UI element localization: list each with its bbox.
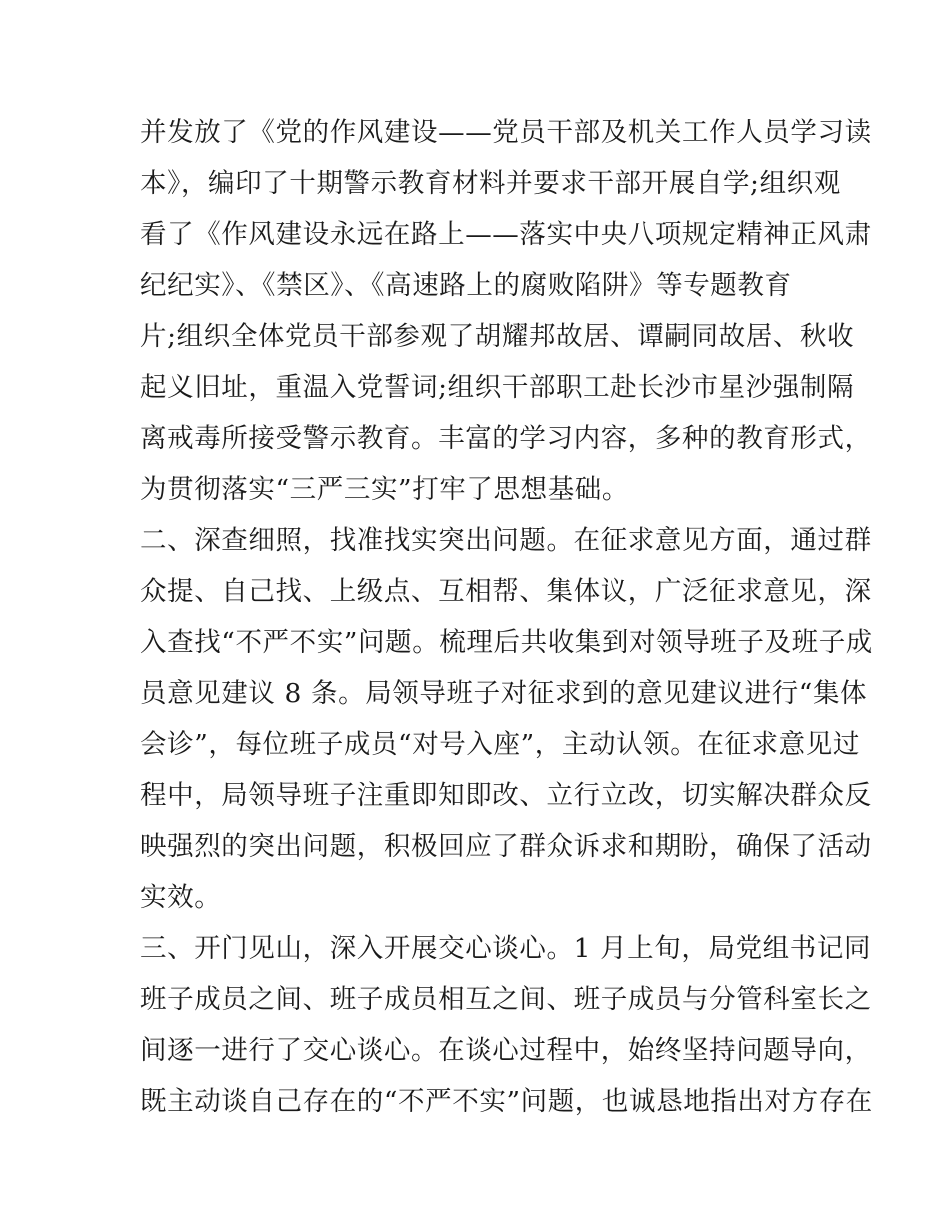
text-line: 本》，编印了十期警示教育材料并要求干部开展自学;组织观 (140, 168, 841, 199)
section-two-start: 二、深查细照，找准找实突出问题。在征求意见方面，通过群 (140, 525, 872, 556)
text-line: 会诊”，每位班子成员“对号入座”，主动认领。在征求意见过 (140, 729, 860, 760)
text-line: 入查找“不严不实”问题。梳理后共收集到对领导班子及班子成 (140, 627, 873, 658)
section-three-start: 三、开门见山，深入开展交心谈心。1 月上旬，局党组书记同 (140, 933, 872, 964)
text-line: 起义旧址，重温入党誓词;组织干部职工赴长沙市星沙强制隔 (140, 372, 855, 403)
text-line: 看了《作风建设永远在路上——落实中央八项规定精神正风肃 (140, 219, 872, 250)
text-line: 实效。 (140, 882, 222, 913)
text-line: 程中，局领导班子注重即知即改、立行立改，切实解决群众反 (140, 780, 872, 811)
text-line: 为贯彻落实“三严三实”打牢了思想基础。 (140, 474, 629, 505)
text-line: 并发放了《党的作风建设——党员干部及机关工作人员学习读 (140, 117, 872, 148)
text-line: 片;组织全体党员干部参观了胡耀邦故居、谭嗣同故居、秋收 (140, 321, 855, 352)
text-line: 众提、自己找、上级点、互相帮、集体议，广泛征求意见，深 (140, 576, 872, 607)
text-line: 纪纪实》、《禁区》、《高速路上的腐败陷阱》等专题教育 (140, 270, 792, 301)
text-line: 映强烈的突出问题，积极回应了群众诉求和期盼，确保了活动 (140, 831, 872, 862)
text-line: 既主动谈自己存在的“不严不实”问题，也诚恳地指出对方存在 (140, 1086, 873, 1117)
text-line: 员意见建议 8 条。局领导班子对征求到的意见建议进行“集体 (140, 678, 868, 709)
text-line: 班子成员之间、班子成员相互之间、班子成员与分管科室长之 (140, 984, 872, 1015)
text-line: 离戒毒所接受警示教育。丰富的学习内容，多种的教育形式， (140, 423, 872, 454)
text-line: 间逐一进行了交心谈心。在谈心过程中，始终坚持问题导向， (140, 1035, 872, 1066)
document-body (140, 107, 873, 1127)
